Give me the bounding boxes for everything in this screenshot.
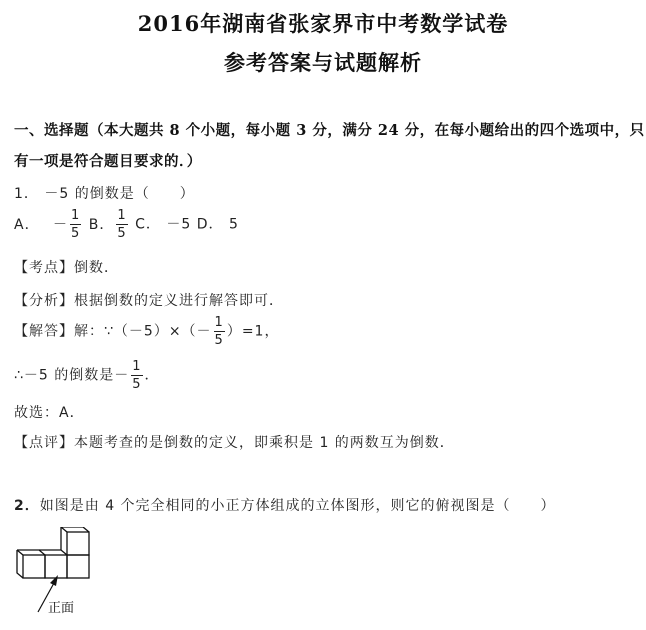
question-stem: 如图是由 4 个完全相同的小正方体组成的立体图形，则它的俯视图是（ ） (39, 498, 556, 514)
question-stem: －5 的倒数是（ ） (44, 186, 195, 202)
option-label: C． (135, 216, 161, 233)
fraction: $\frac{1}{5}$ (117, 208, 127, 241)
question-1 (14, 183, 195, 203)
answer-line: 故选：A． (14, 405, 85, 421)
kaodian-line (14, 257, 119, 277)
fenxi-line (14, 290, 284, 310)
question-2 (14, 495, 556, 515)
option-d (197, 217, 239, 233)
option-sign: － (53, 216, 69, 233)
isometric-cubes-diagram (14, 527, 114, 626)
section-heading-line2: 有一项是符合题目要求的．） (14, 153, 202, 170)
therefore-line (14, 360, 160, 391)
document-subtitle: 参考答案与试题解析 (224, 50, 422, 75)
fraction: $\frac{1}{5}$ (71, 208, 81, 241)
option-b (88, 208, 135, 241)
document-title: 2016年湖南省张家界市中考数学试卷 (137, 11, 509, 36)
fraction: $\frac{1}{5}$ (132, 359, 142, 392)
question-number: 1． (14, 186, 39, 202)
section-heading-line1: 一、选择题（本大题共 8 个小题，每小题 3 分，满分 24 分，在每小题给出的四个选项中，只 (14, 122, 645, 139)
fraction: $\frac{1}{5}$ (214, 315, 224, 348)
fenxi-text: 根据倒数的定义进行解答即可． (74, 293, 284, 309)
question-1-options (14, 209, 239, 240)
jieda-text-end: ）=1， (226, 323, 280, 340)
option-label: A． (14, 216, 40, 233)
front-label: 正面 (48, 601, 75, 616)
kaodian-text: 倒数． (74, 260, 119, 276)
fenxi-tag: 【分析】 (14, 293, 74, 309)
option-label: B． (88, 216, 115, 233)
dianping-tag: 【点评】 (14, 435, 74, 451)
jieda-line (14, 316, 279, 347)
therefore-end: ． (144, 367, 160, 384)
therefore-text: ∴－5 的倒数是－ (14, 367, 130, 384)
question-number: 2． (14, 498, 40, 514)
jieda-tag: 【解答】 (14, 323, 74, 340)
option-c (135, 217, 197, 233)
option-label: D． (196, 216, 224, 233)
cube-figure (14, 527, 114, 626)
dianping-text: 本题考查的是倒数的定义，即乘积是 1 的两数互为倒数． (74, 435, 455, 451)
option-value: 5 (228, 216, 239, 233)
option-value: －5 (166, 216, 192, 233)
option-a (14, 208, 89, 241)
kaodian-tag: 【考点】 (14, 260, 74, 276)
jieda-text: 解：∵（－5）×（－ (74, 323, 212, 340)
dianping-line (14, 432, 455, 452)
